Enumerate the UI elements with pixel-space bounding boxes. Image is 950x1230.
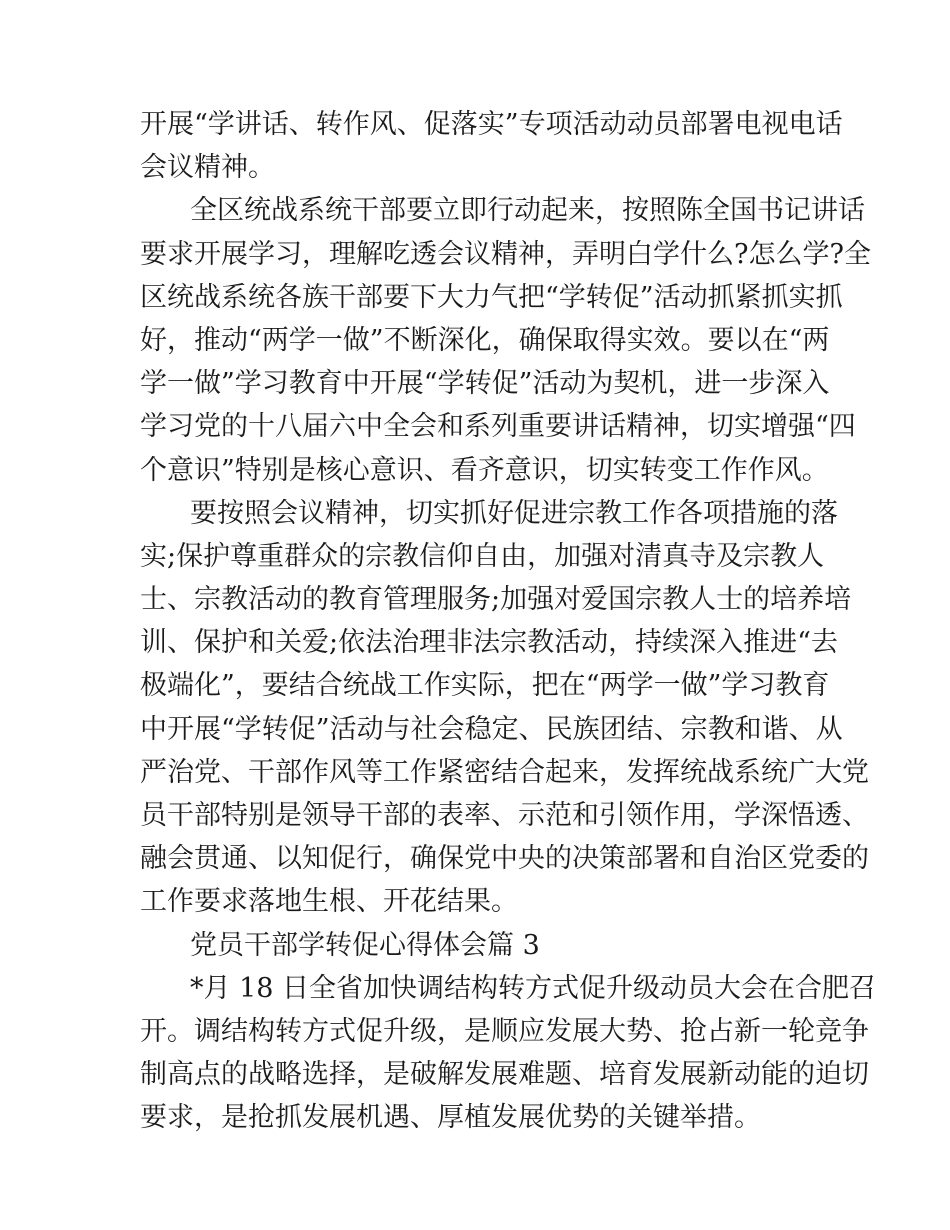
text-line: 开展“学讲话、转作风、促落实”专项活动动员部署电视电话 [140, 109, 843, 140]
text-line: 学一做”学习教育中开展“学转促”活动为契机，进一步深入 [140, 368, 830, 400]
text-line: 极端化”，要结合统战工作实际，把在“两学一做”学习教育 [140, 670, 830, 702]
paragraph-start-line: 全区统战系统干部要立即行动起来，按照陈全国书记讲话 [190, 195, 865, 227]
document-body [140, 103, 877, 1140]
text-line: 要求，是抢抓发展机遇、厚植发展优势的关键举措。 [140, 1102, 761, 1134]
text-line: 中开展“学转促”活动与社会稳定、民族团结、宗教和谐、从 [140, 713, 843, 745]
text-line: 士、宗教活动的教育管理服务;加强对爱国宗教人士的培养培 [140, 584, 852, 616]
text-line: 区统战系统各族干部要下大力气把“学转促”活动抓紧抓实抓 [140, 281, 843, 313]
text-line: 要求开展学习，理解吃透会议精神，弄明白学什么?怎么学?全 [140, 238, 871, 270]
paragraph-start-line: *月 18 日全省加快调结构转方式促升级动员大会在合肥召 [190, 972, 877, 1004]
text-line: 制高点的战略选择，是破解发展难题、培育发展新动能的迫切 [140, 1059, 869, 1091]
text-line: 开。调结构转方式促升级，是顺应发展大势、抢占新一轮竞争 [140, 1015, 869, 1047]
text-line: 实;保护尊重群众的宗教信仰自由，加强对清真寺及宗教人 [140, 540, 825, 572]
text-line: 工作要求落地生根、开花结果。 [140, 886, 518, 918]
text-line: 会议精神。 [140, 152, 275, 184]
text-line: 融会贯通、以知促行，确保党中央的决策部署和自治区党委的 [140, 843, 869, 875]
paragraph-start-line: 要按照会议精神，切实抓好促进宗教工作各项措施的落 [190, 497, 838, 529]
text-line: 个意识”特别是核心意识、看齐意识，切实转变工作作风。 [140, 454, 829, 486]
section-heading: 党员干部学转促心得体会篇 3 [190, 929, 540, 961]
text-line: 训、保护和关爱;依法治理非法宗教活动，持续深入推进“去 [140, 627, 838, 659]
text-line: 严治党、干部作风等工作紧密结合起来，发挥统战系统广大党 [140, 756, 869, 788]
text-line: 好，推动“两学一做”不断深化，确保取得实效。要以在“两 [140, 324, 830, 356]
text-line: 学习党的十八届六中全会和系列重要讲话精神，切实增强“四 [140, 411, 856, 443]
text-line: 员干部特别是领导干部的表率、示范和引领作用，学深悟透、 [140, 800, 869, 831]
